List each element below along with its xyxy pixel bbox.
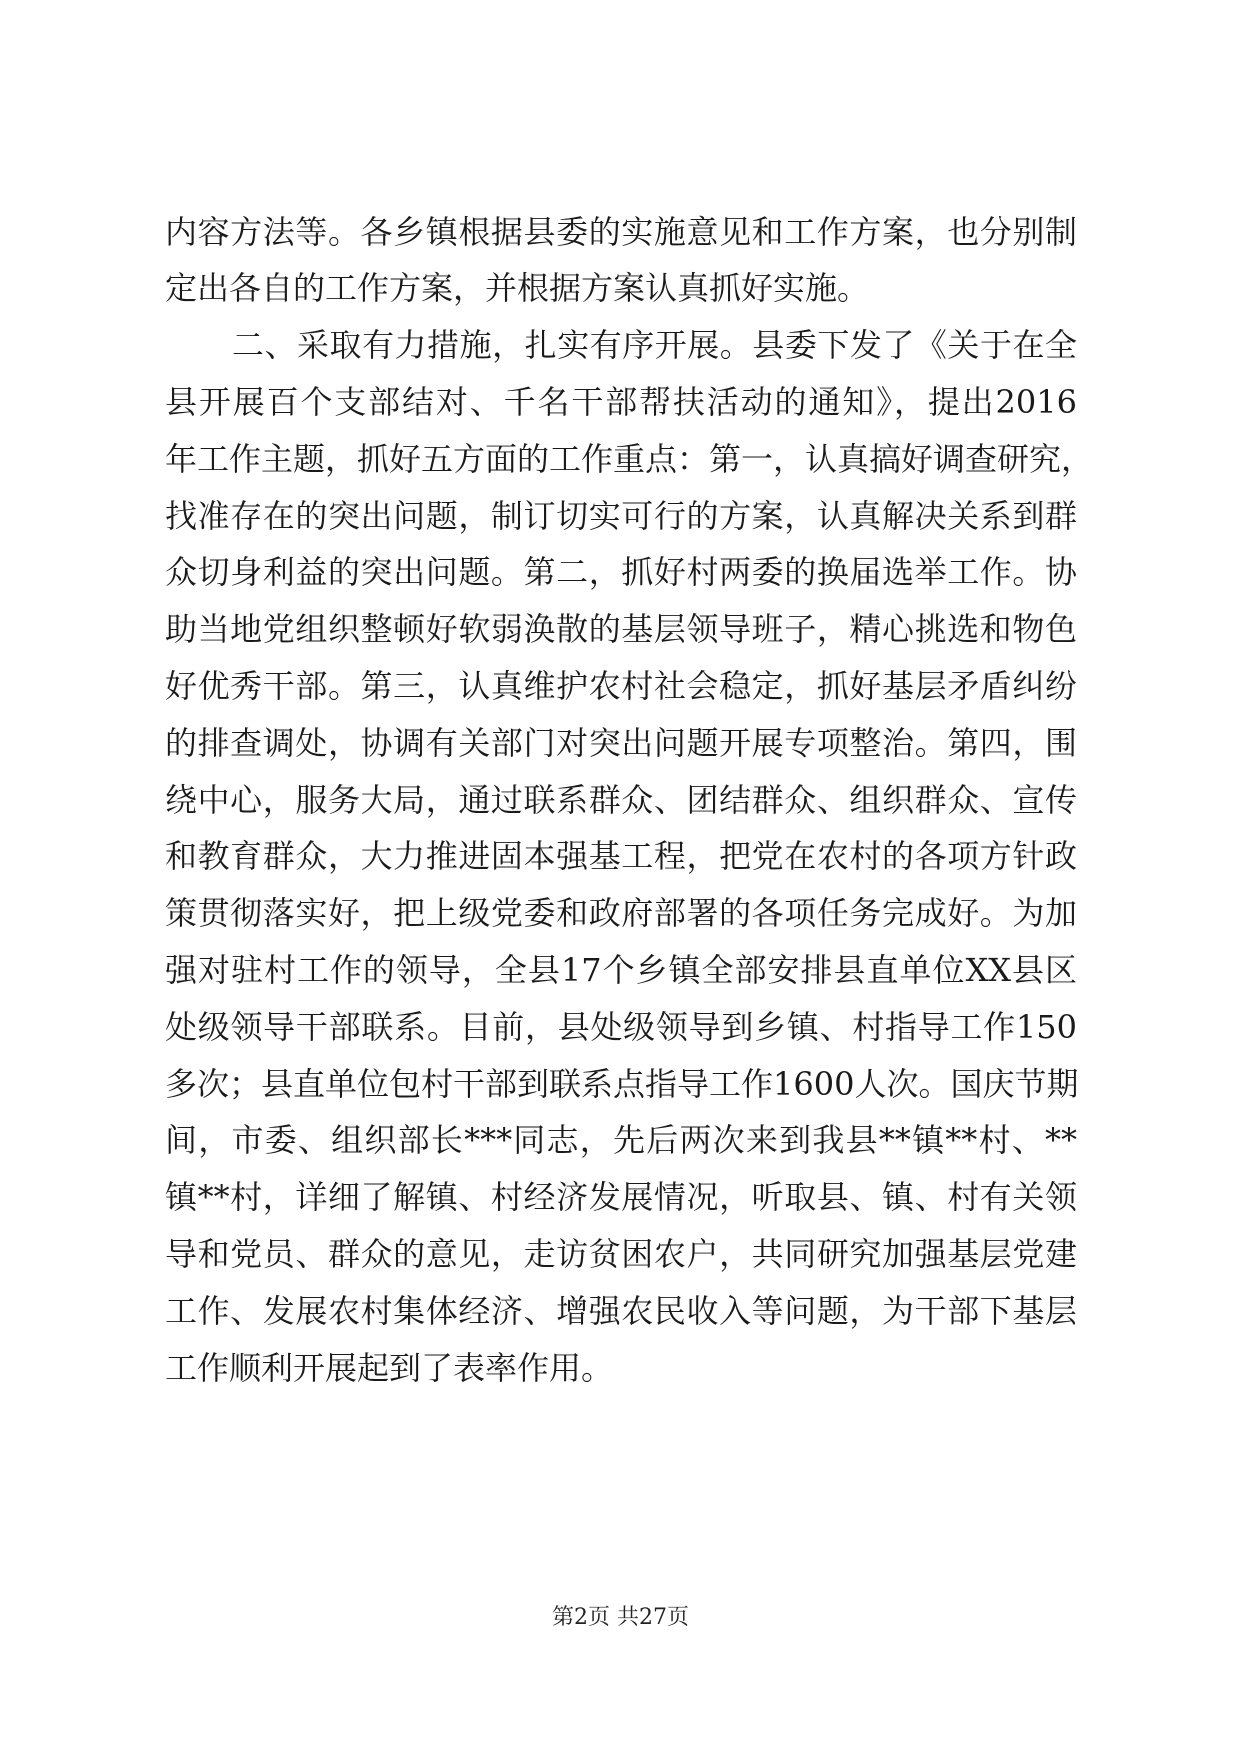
body-text-line: 年工作主题，抓好五方面的工作重点：第一，认真搞好调查研究，: [165, 440, 1094, 478]
body-text-line: 县开展百个支部结对、千名干部帮扶活动的通知》，提出2016: [165, 383, 1077, 421]
body-text-line: 处级领导干部联系。目前，县处级领导到乡镇、村指导工作150: [165, 1008, 1077, 1046]
body-text-line: 工作顺利开展起到了表率作用。: [165, 1349, 614, 1387]
body-text-line: 和教育群众，大力推进固本强基工程，把党在农村的各项方针政: [165, 837, 1077, 875]
body-text-line: 助当地党组织整顿好软弱涣散的基层领导班子，精心挑选和物色: [165, 610, 1077, 648]
body-text-line: 的排查调处，协调有关部门对突出问题开展专项整治。第四，围: [165, 724, 1077, 762]
body-text-line: 间，市委、组织部长***同志，先后两次来到我县**镇**村、**: [165, 1121, 1077, 1159]
body-text-line: 定出各自的工作方案，并根据方案认真抓好实施。: [165, 269, 870, 307]
body-text-line: 工作、发展农村集体经济、增强农民收入等问题，为干部下基层: [165, 1292, 1077, 1330]
paragraph-first-line: 二、采取有力措施，扎实有序开展。县委下发了《关于在全: [232, 326, 1077, 364]
body-text-line: 策贯彻落实好，把上级党委和政府部署的各项任务完成好。为加: [165, 894, 1077, 932]
body-text-line: 绕中心，服务大局，通过联系群众、团结群众、组织群众、宣传: [165, 781, 1077, 819]
body-text-line: 镇**村，详细了解镇、村经济发展情况，听取县、镇、村有关领: [165, 1178, 1077, 1216]
body-text-line: 导和党员、群众的意见，走访贫困农户，共同研究加强基层党建: [165, 1235, 1077, 1273]
body-text-line: 众切身利益的突出问题。第二，抓好村两委的换届选举工作。协: [165, 553, 1077, 591]
body-text-line: 强对驻村工作的领导，全县17个乡镇全部安排县直单位XX县区: [165, 951, 1077, 989]
page-number-footer: 第2页 共27页: [552, 1605, 689, 1630]
body-text-line: 内容方法等。各乡镇根据县委的实施意见和工作方案，也分别制: [165, 213, 1077, 251]
body-text-line: 找准存在的突出问题，制订切实可行的方案，认真解决关系到群: [165, 497, 1077, 535]
body-text-line: 多次；县直单位包村干部到联系点指导工作1600人次。国庆节期: [165, 1065, 1079, 1103]
body-text-line: 好优秀干部。第三，认真维护农村社会稳定，抓好基层矛盾纠纷: [165, 667, 1077, 705]
